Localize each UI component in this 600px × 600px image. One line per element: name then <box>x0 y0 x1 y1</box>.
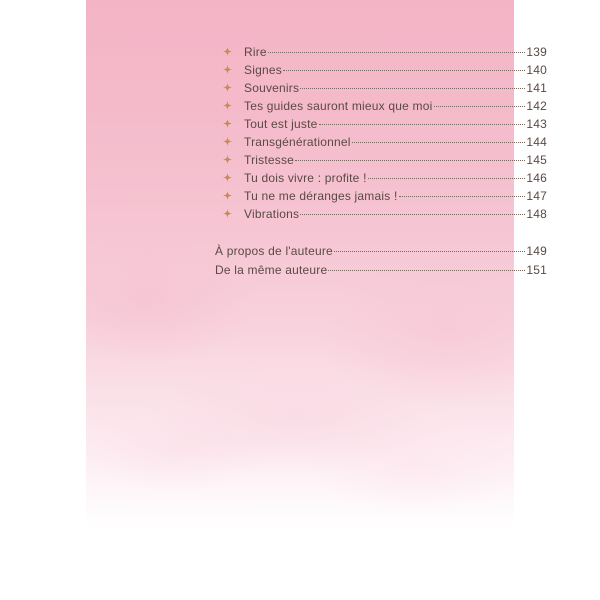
toc-entry <box>221 169 547 187</box>
toc-entry <box>221 187 547 205</box>
toc-entry-label: Transgénérationnel <box>244 135 351 149</box>
dot-leader <box>399 196 526 197</box>
toc-entry-page: 141 <box>526 81 547 95</box>
toc-entry-label: Rire <box>244 45 267 59</box>
toc-entry-label: Tout est juste <box>244 117 318 131</box>
dot-leader <box>300 88 525 89</box>
dot-leader <box>283 70 525 71</box>
toc-entry-page: 147 <box>526 189 547 203</box>
toc-sections-list <box>215 242 547 280</box>
star-bullet-icon <box>221 115 244 133</box>
book-page <box>86 0 547 600</box>
toc-entry-page: 139 <box>526 45 547 59</box>
dot-leader <box>434 106 526 107</box>
toc-entry-page: 144 <box>526 135 547 149</box>
toc-entry <box>221 205 547 223</box>
dot-leader <box>319 124 526 125</box>
dot-leader <box>300 214 525 215</box>
toc-entry-label: Souvenirs <box>244 81 300 95</box>
toc-entry-label: Signes <box>244 63 282 77</box>
toc-entry-page: 143 <box>526 117 547 131</box>
toc-entry-page: 145 <box>526 153 547 167</box>
dot-leader <box>328 270 525 271</box>
toc-entry <box>221 79 547 97</box>
toc-entry <box>221 61 547 79</box>
star-bullet-icon <box>221 187 244 205</box>
toc-section <box>215 261 547 280</box>
toc-section-page: 151 <box>526 263 547 277</box>
toc-entry <box>221 115 547 133</box>
toc-entry <box>221 97 547 115</box>
toc-entry-label: Tu dois vivre : profite ! <box>244 171 367 185</box>
toc-entry-label: Tristesse <box>244 153 295 167</box>
star-bullet-icon <box>221 151 244 169</box>
toc-section-label: À propos de l'auteure <box>215 244 333 258</box>
star-bullet-icon <box>221 205 244 223</box>
star-bullet-icon <box>221 97 244 115</box>
toc-section <box>215 242 547 261</box>
star-bullet-icon <box>221 79 244 97</box>
star-bullet-icon <box>221 43 244 61</box>
toc-entry-page: 148 <box>526 207 547 221</box>
toc-entry <box>221 133 547 151</box>
dot-leader <box>352 142 526 143</box>
toc-entry-label: Vibrations <box>244 207 300 221</box>
dot-leader <box>368 178 526 179</box>
star-bullet-icon <box>221 169 244 187</box>
dot-leader <box>268 52 526 53</box>
toc-entry-label: Tes guides sauront mieux que moi <box>244 99 433 113</box>
toc-entry <box>221 151 547 169</box>
dot-leader <box>334 251 525 252</box>
toc-entry-page: 146 <box>526 171 547 185</box>
toc-section-label: De la même auteure <box>215 263 328 277</box>
star-bullet-icon <box>221 61 244 79</box>
toc-entry-label: Tu ne me déranges jamais ! <box>244 189 398 203</box>
toc-entry-page: 142 <box>526 99 547 113</box>
star-bullet-icon <box>221 133 244 151</box>
toc-entry-page: 140 <box>526 63 547 77</box>
dot-leader <box>295 160 525 161</box>
toc-section-page: 149 <box>526 244 547 258</box>
toc-entries-list <box>221 43 547 223</box>
toc-entry <box>221 43 547 61</box>
